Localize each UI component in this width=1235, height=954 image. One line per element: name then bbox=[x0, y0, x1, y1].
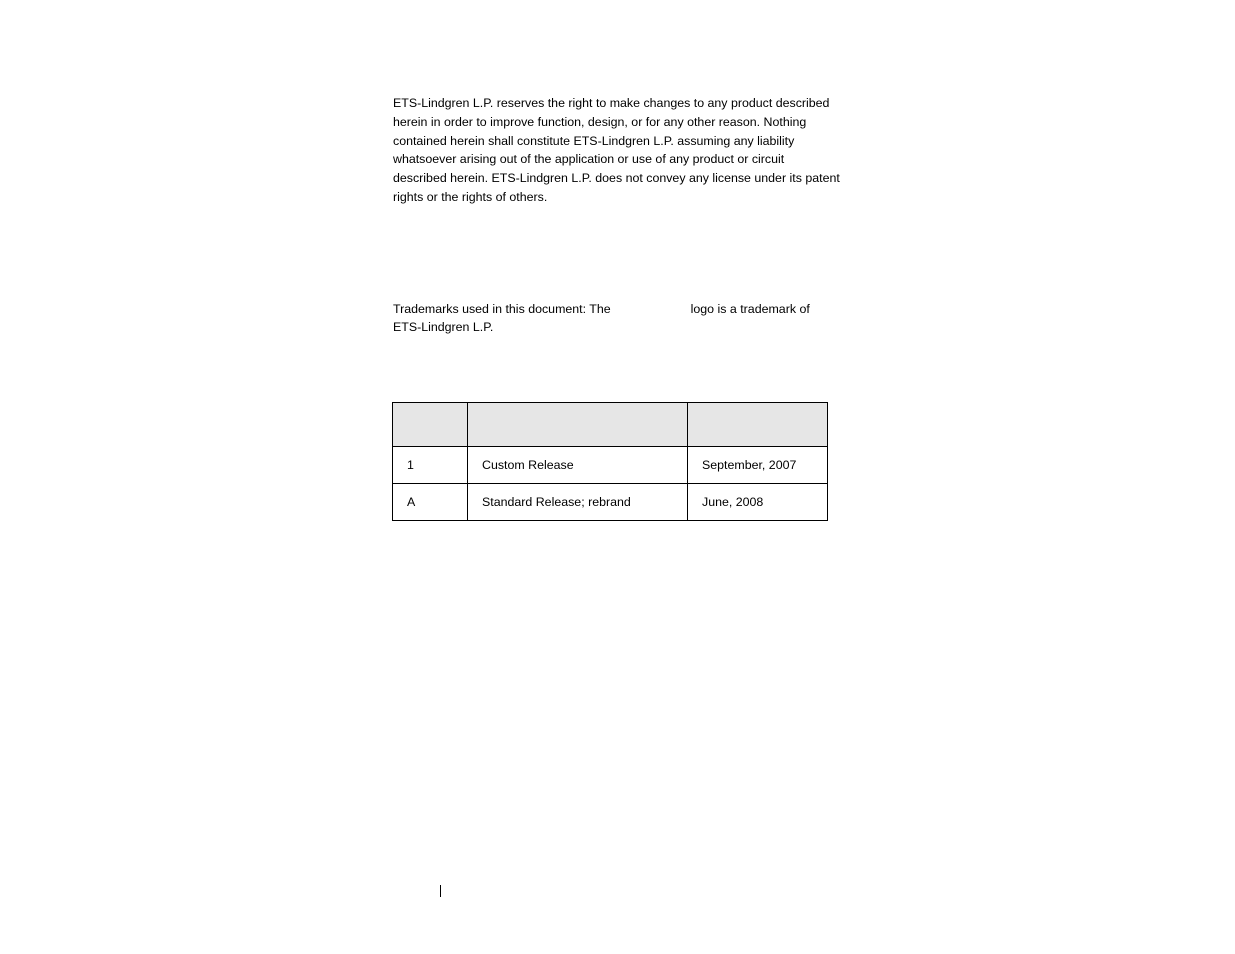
date-cell: September, 2007 bbox=[688, 447, 828, 484]
trademark-text-before-logo: Trademarks used in this document: The bbox=[393, 302, 611, 316]
footer-separator-bar bbox=[440, 885, 441, 897]
disclaimer-paragraph: ETS-Lindgren L.P. reserves the right to make changes to any product described herein in order to improve function, design, or for any other reason. Nothing contained herein shall constitute ETS-Lindgren L.P. assuming any liability whatsoever arising out of the application or use of any product or circuit described herein. ETS-Lindgren L.P. does not convey any license under its patent rights or the rights of others. bbox=[393, 96, 840, 204]
trademark-paragraph bbox=[393, 300, 833, 337]
table-row bbox=[393, 484, 828, 521]
table-header-row bbox=[393, 403, 828, 447]
revision-cell: A bbox=[393, 484, 468, 521]
trademark-text-after-logo: logo is a trademark of ETS-Lindgren L.P. bbox=[393, 302, 810, 335]
header-cell-revision bbox=[393, 403, 468, 447]
revision-history-table bbox=[392, 402, 828, 521]
table-row bbox=[393, 447, 828, 484]
header-cell-description bbox=[468, 403, 688, 447]
revision-cell: 1 bbox=[393, 447, 468, 484]
date-cell: June, 2008 bbox=[688, 484, 828, 521]
header-cell-date bbox=[688, 403, 828, 447]
description-cell: Standard Release; rebrand bbox=[468, 484, 688, 521]
description-cell: Custom Release bbox=[468, 447, 688, 484]
